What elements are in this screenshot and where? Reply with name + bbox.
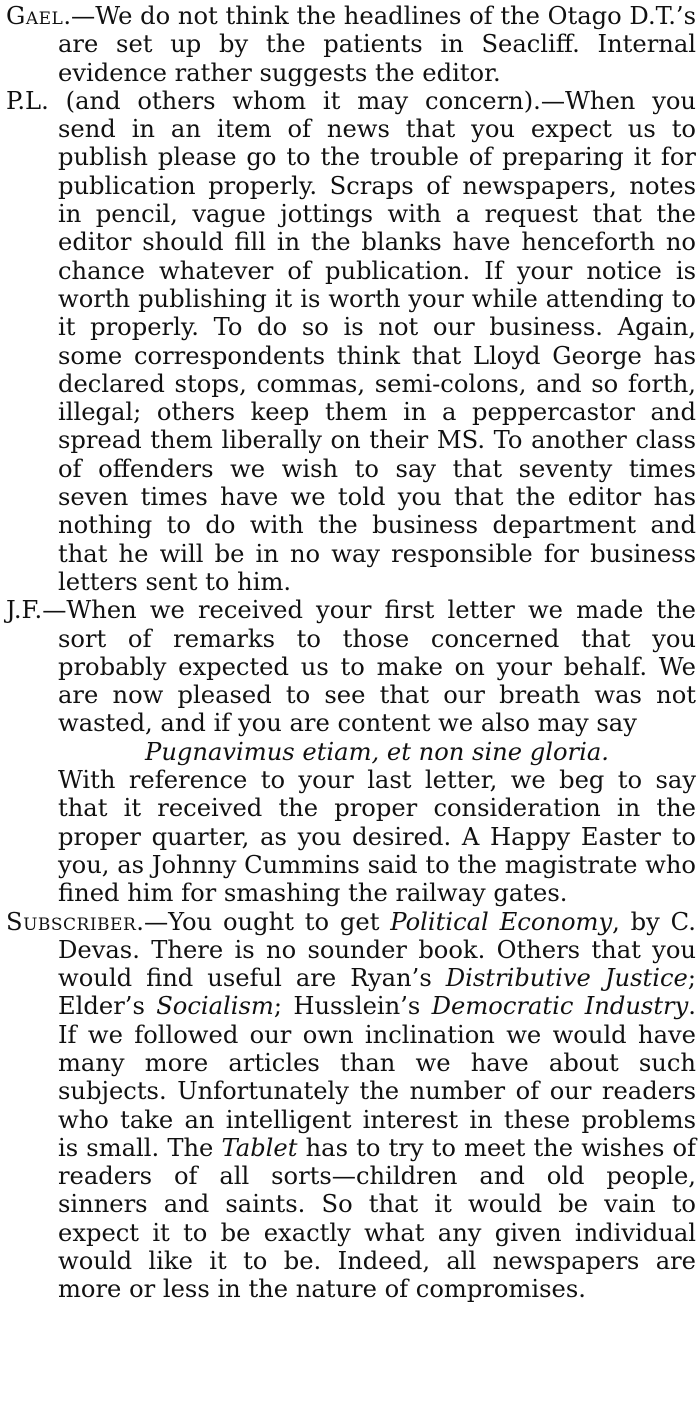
entry-text: ; Elder’s	[58, 964, 696, 1021]
entry-gael-paragraph	[6, 2, 696, 87]
entry-jf	[6, 596, 696, 907]
book-title: Socialism	[156, 992, 274, 1021]
entry-jf-paragraph	[6, 596, 696, 737]
correspondent-name: J.F.	[6, 596, 43, 625]
entry-text: —When we received your first letter we made the sort of remarks to those concerned that you probably expected us to make on your behalf. We are now pleased to see that our breath was not wasted, and if you are content we also may say	[42, 596, 696, 738]
book-title: Political Economy	[390, 907, 613, 936]
entry-gael	[6, 2, 696, 87]
book-title: Distributive Justice	[445, 964, 688, 993]
entry-text: .—You ought to get	[136, 907, 391, 936]
book-title: Democratic Industry	[431, 992, 689, 1021]
entry-text: (and others whom it may concern).—When you send in an item of news that you expect us to publish please go to the trouble of preparing it for publication properly. Scraps of newspapers, notes in pencil, vague jottings with a request that the editor should fill in the blanks have henceforth no chance whatever of publication. If your notice is worth publishing it is worth your while attending to it properly. To do so is not our business. Again, some correspondents think that Lloyd George has declared stops, commas, semi-colons, and so forth, illegal; others keep them in a peppercastor and spread them liberally on their MS. To another class of offenders we wish to say that seventy times seven times have we told you that the editor has nothing to do with the business department and that he will be in no way responsible for business letters sent to him.	[48, 86, 696, 596]
entry-text: .—We do not think the headlines of the Otago D.T.’s are set up by the patients in Seacliff. Internal evidence rather suggests the editor.	[58, 2, 696, 87]
newspaper-title: Tablet	[221, 1133, 298, 1162]
entry-text: has to try to meet the wishes of readers of all sorts—children and old people, sinners and saints. So that it would be vain to expect it to be exactly what any given individual would like it to be. Indeed, all newspapers are more or less in the nature of compromises.	[58, 1133, 697, 1304]
entry-jf-continuation: With reference to your last letter, we beg to say that it received the proper consideration in the proper quarter, as you desired. A Happy Easter to you, as Johnny Cummins said to the magistrate who fined him for smashing the railway gates.	[58, 766, 696, 908]
entry-subscriber	[6, 908, 696, 1304]
entry-pl-paragraph	[6, 87, 696, 596]
correspondent-name: P.L.	[6, 86, 49, 115]
correspondent-name: Subscriber	[6, 907, 137, 936]
latin-quotation: Pugnavimus etiam, et non sine gloria.	[145, 737, 609, 766]
entry-text: , by C. Devas. There is no sounder book. Others that you would find useful are Ryan’s	[58, 907, 696, 993]
entry-subscriber-paragraph	[6, 908, 696, 1304]
entry-pl	[6, 87, 696, 596]
entry-text: ; Husslein’s	[273, 992, 432, 1021]
correspondent-name: Gael	[6, 2, 64, 30]
entry-text: . If we followed our own inclination we would have many more articles than we have about such subjects. Unfortunately the number of our readers who take an intelligent interest in these problems is small. The	[58, 992, 696, 1162]
